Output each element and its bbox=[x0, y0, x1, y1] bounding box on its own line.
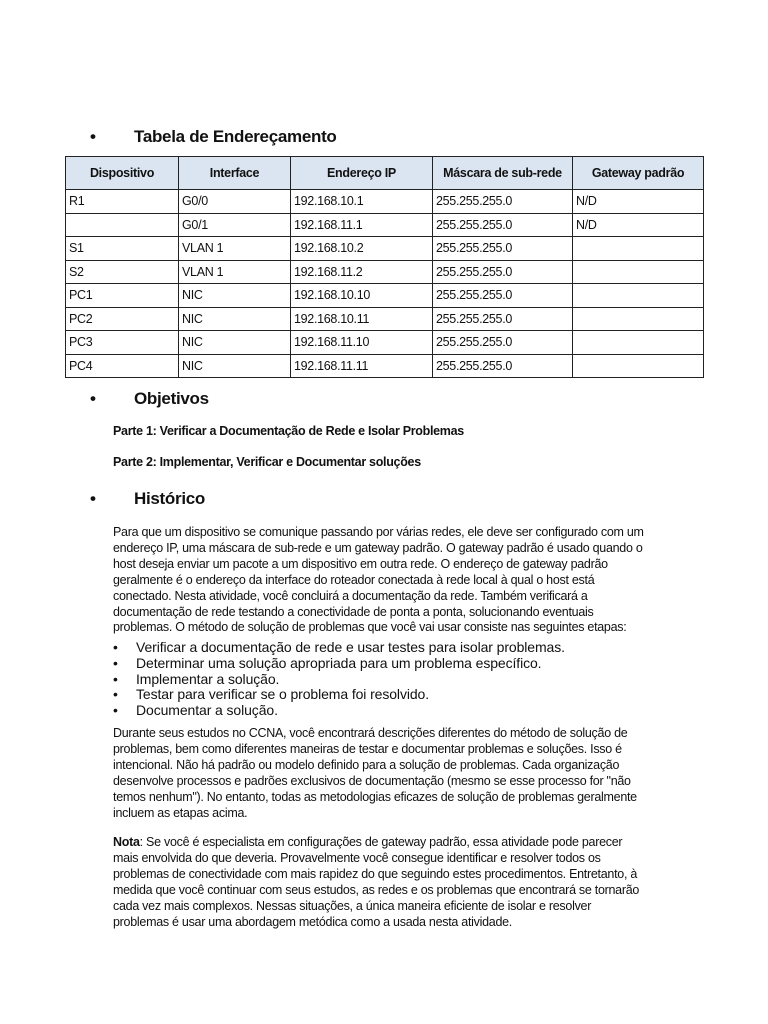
list-item-text: Testar para verificar se o problema foi resolvido. bbox=[136, 686, 430, 703]
list-item bbox=[113, 640, 565, 656]
bullet: • bbox=[113, 654, 118, 671]
objective-part-2: Parte 2: Implementar, Verificar e Documentar soluções bbox=[113, 455, 421, 469]
table-row bbox=[66, 354, 704, 378]
table-cell: N/D bbox=[573, 190, 704, 214]
table-cell: 255.255.255.0 bbox=[433, 237, 573, 261]
table-row bbox=[66, 237, 704, 261]
addressing-table bbox=[65, 156, 704, 378]
list-item bbox=[113, 672, 565, 688]
text-line: incluem as etapas acima. bbox=[113, 805, 248, 820]
table-cell: PC2 bbox=[66, 307, 179, 331]
table-cell: PC1 bbox=[66, 284, 179, 308]
table-row bbox=[66, 260, 704, 284]
list-item-text: Implementar a solução. bbox=[136, 670, 280, 687]
table-cell: 255.255.255.0 bbox=[433, 260, 573, 284]
column-header: Endereço IP bbox=[291, 157, 433, 190]
list-item-text: Documentar a solução. bbox=[136, 702, 278, 719]
column-header: Máscara de sub-rede bbox=[433, 157, 573, 190]
table-cell: NIC bbox=[179, 307, 291, 331]
note-paragraph bbox=[113, 835, 639, 930]
text-span: : Se você é especialista em configurações de gateway padrão, essa atividade pode parecer bbox=[139, 835, 623, 849]
table-cell bbox=[66, 213, 179, 237]
table-cell bbox=[573, 237, 704, 261]
history-paragraph-2 bbox=[113, 726, 637, 821]
table-cell: 255.255.255.0 bbox=[433, 331, 573, 355]
bullet: • bbox=[113, 639, 118, 655]
table-cell: VLAN 1 bbox=[179, 260, 291, 284]
text-line: temos nenhum"). No entanto, todas as metodologias eficazes de solução de problemas geralmente bbox=[113, 789, 637, 804]
table-cell: 255.255.255.0 bbox=[433, 213, 573, 237]
text-span: mais envolvida do que deveria. Provavelmente você consegue identificar e resolver todos os bbox=[113, 850, 601, 865]
table-cell: S1 bbox=[66, 237, 179, 261]
table-cell: VLAN 1 bbox=[179, 237, 291, 261]
table-cell: 192.168.11.10 bbox=[291, 331, 433, 355]
table-cell: 192.168.10.10 bbox=[291, 284, 433, 308]
table-cell bbox=[573, 307, 704, 331]
text-line bbox=[113, 899, 639, 915]
troubleshooting-steps-list bbox=[113, 640, 565, 719]
text-line bbox=[113, 883, 639, 899]
text-line: geralmente é o endereço da interface do roteador conectada à rede local à qual o host está bbox=[113, 572, 595, 587]
text-line: documentação de rede testando a conectividade de ponta a ponta, solucionando eventuais bbox=[113, 604, 594, 619]
document-page: • Tabela de Endereçamento Dispositivo Interface Endereço IP Máscara de sub-rede Gateway padrão R1 G0/0 192.168.10.1 255.255.255.0 N/D G0/1 192.168.11.1 255.255.255.0 N/D S1 VLAN 1 192.168.10.2 255.255.255.0 S2 VLAN 1 192.168.11.2 255.255.255.0 PC1 NIC 192.168.10.10 255.255.255.0 PC2 NIC 192.168.10.11 255.255.255.0 PC3 NIC 192.168.11.10 255.255.255.0 PC4 NIC 192.168.11.11 255.255.255.0 • Objetivos Parte 1: Verificar a Documentação de Rede e Isolar Problemas Parte 2: Implementar, Verificar e Documentar soluções • Histórico Para que um dispositivo se comunique passando por várias redes, ele deve ser configurado com um endereço IP, uma máscara de sub-rede e um gateway padrão. O gateway padrão é usado quando o host deseja enviar um pacote a um dispositivo em outra rede. O endereço de gateway padrão geralmente é o endereço da interface do roteador conectada à rede local à qual o host está conectado. Nesta atividade, você concluirá a documentação da rede. Também verificará a documentação de rede testando a conectividade de ponta a ponta, solucionando eventuais problemas. O método de solução de problemas que você vai usar consiste nas seguintes etapas: • Verificar a documentação de rede e usar testes para isolar problemas. • Determinar uma solução apropriada para um problema específico. • Implementar a solução. • Testar para verificar se o problema foi resolvido. • Documentar a solução. Durante seus estudos no CCNA, você encontrará descrições diferentes do método de solução de problemas, bem como diferentes maneiras de testar e documentar problemas e soluções. Isso é intencional. Não há padrão ou modelo definido para a solução de problemas. Cada organização desenvolve processos e padrões exclusivos de documentação (mesmo se esse processo for "não temos nenhum"). No entanto, todas as metodologias eficazes de solução de problemas geralmente incluem as etapas acima. Nota: Se você é especialista em configurações de gateway padrão, essa atividade pode parecer mais envolvida do que deveria. Provavelmente você consegue identificar e resolver todos os problemas de conectividade com mais rapidez do que seguindo estes procedimentos. Entretanto, à medida que você continuar com seus estudos, as redes e os problemas que encontrará se tornarão cada vez mais complexos. Nessas situações, a única maneira eficiente de isolar e resolver problemas é usar uma abordagem metódica como a usada nesta atividade. bbox=[0, 0, 768, 1024]
table-row bbox=[66, 284, 704, 308]
bullet: • bbox=[113, 686, 118, 703]
text-span: medida que você continuar com seus estudos, as redes e os problemas que encontrará se tornarão bbox=[113, 882, 640, 897]
text-line: intencional. Não há padrão ou modelo definido para a solução de problemas. Cada organização bbox=[113, 757, 620, 772]
table-cell: PC3 bbox=[66, 331, 179, 355]
list-item-text: Determinar uma solução apropriada para um problema específico. bbox=[136, 654, 542, 671]
list-item bbox=[113, 656, 565, 672]
text-line: host deseja enviar um pacote a um dispositivo em outra rede. O endereço de gateway padrão bbox=[113, 556, 608, 571]
table-cell bbox=[573, 354, 704, 378]
table-cell: 192.168.10.11 bbox=[291, 307, 433, 331]
text-line bbox=[113, 867, 639, 883]
table-row bbox=[66, 213, 704, 237]
table-row bbox=[66, 307, 704, 331]
table-row bbox=[66, 331, 704, 355]
column-header: Gateway padrão bbox=[573, 157, 704, 190]
text-line: problemas, bem como diferentes maneiras de testar e documentar problemas e soluções. Isso é bbox=[113, 741, 622, 756]
text-line bbox=[113, 835, 639, 851]
bullet: • bbox=[113, 670, 118, 687]
table-cell bbox=[573, 284, 704, 308]
table-cell: 192.168.10.1 bbox=[291, 190, 433, 214]
table-cell: NIC bbox=[179, 284, 291, 308]
table-cell: PC4 bbox=[66, 354, 179, 378]
table-cell: 192.168.11.11 bbox=[291, 354, 433, 378]
table-cell: 255.255.255.0 bbox=[433, 284, 573, 308]
table-cell: R1 bbox=[66, 190, 179, 214]
table-cell: G0/1 bbox=[179, 213, 291, 237]
text-span: cada vez mais complexos. Nessas situações, a única maneira eficiente de isolar e resolver bbox=[113, 898, 592, 913]
table-cell: NIC bbox=[179, 354, 291, 378]
text-span: problemas de conectividade com mais rapidez do que seguindo estes procedimentos. Entretanto, à bbox=[113, 866, 638, 881]
table-cell bbox=[573, 260, 704, 284]
table-cell bbox=[573, 331, 704, 355]
table-cell: 192.168.10.2 bbox=[291, 237, 433, 261]
text-line: desenvolve processos e padrões exclusivos de documentação (mesmo se esse processo for "não bbox=[113, 773, 631, 788]
text-span: problemas é usar uma abordagem metódica como a usada nesta atividade. bbox=[113, 914, 512, 929]
column-header: Dispositivo bbox=[66, 157, 179, 190]
table-cell: 192.168.11.2 bbox=[291, 260, 433, 284]
table-cell: G0/0 bbox=[179, 190, 291, 214]
table-cell: 192.168.11.1 bbox=[291, 213, 433, 237]
text-line: Durante seus estudos no CCNA, você encontrará descrições diferentes do método de solução de bbox=[113, 726, 628, 740]
history-paragraph-1 bbox=[113, 525, 644, 636]
table-cell: N/D bbox=[573, 213, 704, 237]
column-header: Interface bbox=[179, 157, 291, 190]
text-line: problemas. O método de solução de problemas que você vai usar consiste nas seguintes etapas: bbox=[113, 620, 627, 635]
table-cell: 255.255.255.0 bbox=[433, 354, 573, 378]
table-row bbox=[66, 190, 704, 214]
bullet: • bbox=[113, 702, 118, 719]
table-cell: 255.255.255.0 bbox=[433, 190, 573, 214]
objective-part-1: Parte 1: Verificar a Documentação de Rede e Isolar Problemas bbox=[113, 424, 464, 438]
table-cell: NIC bbox=[179, 331, 291, 355]
list-item bbox=[113, 703, 565, 719]
text-line: endereço IP, uma máscara de sub-rede e um gateway padrão. O gateway padrão é usado quando o bbox=[113, 540, 643, 555]
list-item bbox=[113, 687, 565, 703]
table-cell: S2 bbox=[66, 260, 179, 284]
text-line bbox=[113, 851, 639, 867]
list-item-text: Verificar a documentação de rede e usar testes para isolar problemas. bbox=[136, 639, 565, 655]
note-label: Nota bbox=[113, 835, 140, 849]
text-line: conectado. Nesta atividade, você concluirá a documentação da rede. Também verificará a bbox=[113, 588, 588, 603]
text-line: Para que um dispositivo se comunique passando por várias redes, ele deve ser configurado com um bbox=[113, 525, 644, 539]
table-cell: 255.255.255.0 bbox=[433, 307, 573, 331]
text-line bbox=[113, 915, 639, 931]
